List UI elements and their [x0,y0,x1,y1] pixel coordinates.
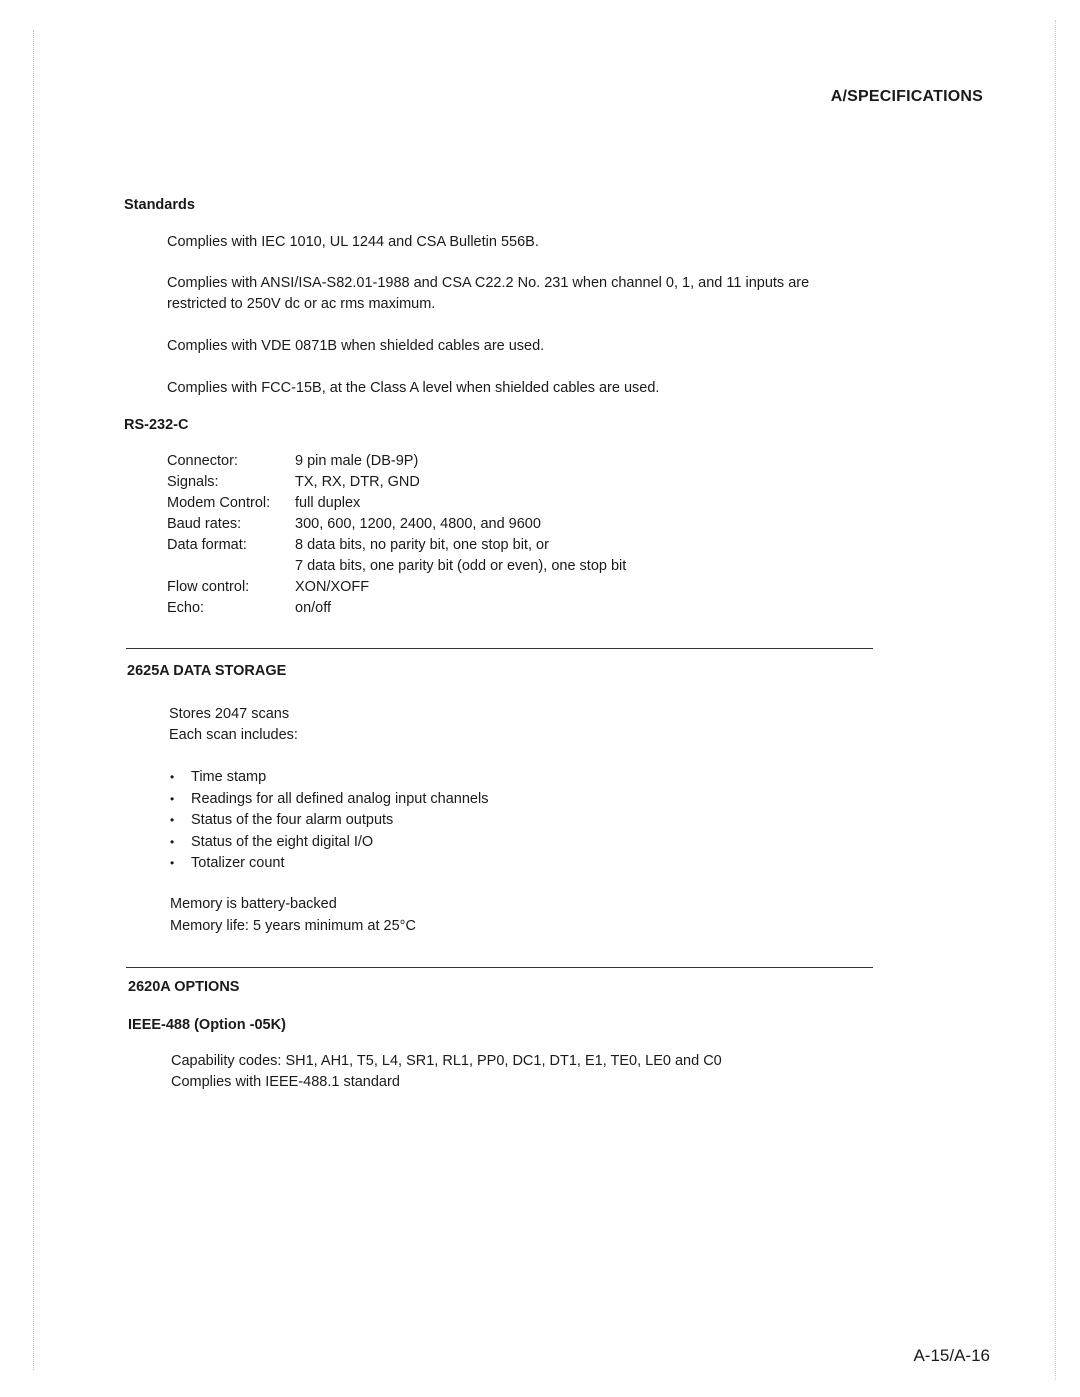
list-item: • Status of the four alarm outputs [168,810,488,832]
section-divider [126,648,873,649]
running-head: A/SPECIFICATIONS [830,88,983,105]
spec-value: 9 pin male (DB-9P) [295,453,419,469]
list-item: • Status of the eight digital I/O [168,832,488,854]
ieee488-subheading: IEEE-488 (Option -05K) [128,1017,286,1033]
standards-paragraph-4: Complies with FCC-15B, at the Class A level when shielded cables are used. [167,380,660,396]
spec-row [167,493,626,514]
scan-contents-list [168,767,488,875]
list-item: • Time stamp [168,767,488,789]
standards-paragraph-2-line-1: Complies with ANSI/ISA-S82.01-1988 and CSA C22.2 No. 231 when channel 0, 1, and 11 inputs are [167,275,810,291]
list-item: • Totalizer count [168,853,488,875]
options-heading: 2620A OPTIONS [128,979,240,995]
spec-row [167,577,626,598]
rs232-spec-table [167,451,626,619]
capability-codes: Capability codes: SH1, AH1, T5, L4, SR1, RL1, PP0, DC1, DT1, E1, TE0, LE0 and C0 [171,1053,722,1069]
list-item: • Readings for all defined analog input channels [168,789,488,811]
rs232-heading: RS-232-C [124,417,189,433]
spec-row [167,598,626,619]
storage-line-2: Each scan includes: [169,727,298,743]
standards-paragraph-1: Complies with IEC 1010, UL 1244 and CSA Bulletin 556B. [167,234,539,250]
spec-row [167,472,626,493]
memory-line-1: Memory is battery-backed [170,896,337,912]
right-scan-edge [1055,20,1056,1380]
storage-line-1: Stores 2047 scans [169,706,290,722]
spec-label [167,556,295,577]
page-number: A-15/A-16 [913,1346,990,1365]
spec-label: Signals: [167,474,219,490]
left-scan-edge [33,30,34,1370]
storage-heading: 2625A DATA STORAGE [127,663,287,679]
spec-value: 7 data bits, one parity bit (odd or even), one stop bit [295,558,627,574]
spec-row [167,556,626,577]
spec-value: 300, 600, 1200, 2400, 4800, and 9600 [295,516,541,532]
spec-value: on/off [295,600,332,616]
standards-paragraph-2-line-2: restricted to 250V dc or ac rms maximum. [167,296,436,312]
spec-row [167,514,626,535]
spec-value: 8 data bits, no parity bit, one stop bit, or [295,537,549,553]
spec-value: XON/XOFF [295,579,370,595]
spec-label: Echo: [167,600,205,616]
spec-row [167,451,626,472]
standards-paragraph-3: Complies with VDE 0871B when shielded cables are used. [167,338,545,354]
ieee-compliance: Complies with IEEE-488.1 standard [171,1074,400,1090]
spec-label: Flow control: [167,579,250,595]
spec-label: Connector: [167,453,238,469]
section-divider [126,967,873,968]
spec-label: Baud rates: [167,516,242,532]
spec-value: full duplex [295,495,361,511]
standards-heading: Standards [124,197,195,213]
spec-value: TX, RX, DTR, GND [295,474,420,490]
spec-label: Data format: [167,537,247,553]
spec-row [167,535,626,556]
memory-line-2: Memory life: 5 years minimum at 25°C [170,918,416,934]
spec-label: Modem Control: [167,495,271,511]
